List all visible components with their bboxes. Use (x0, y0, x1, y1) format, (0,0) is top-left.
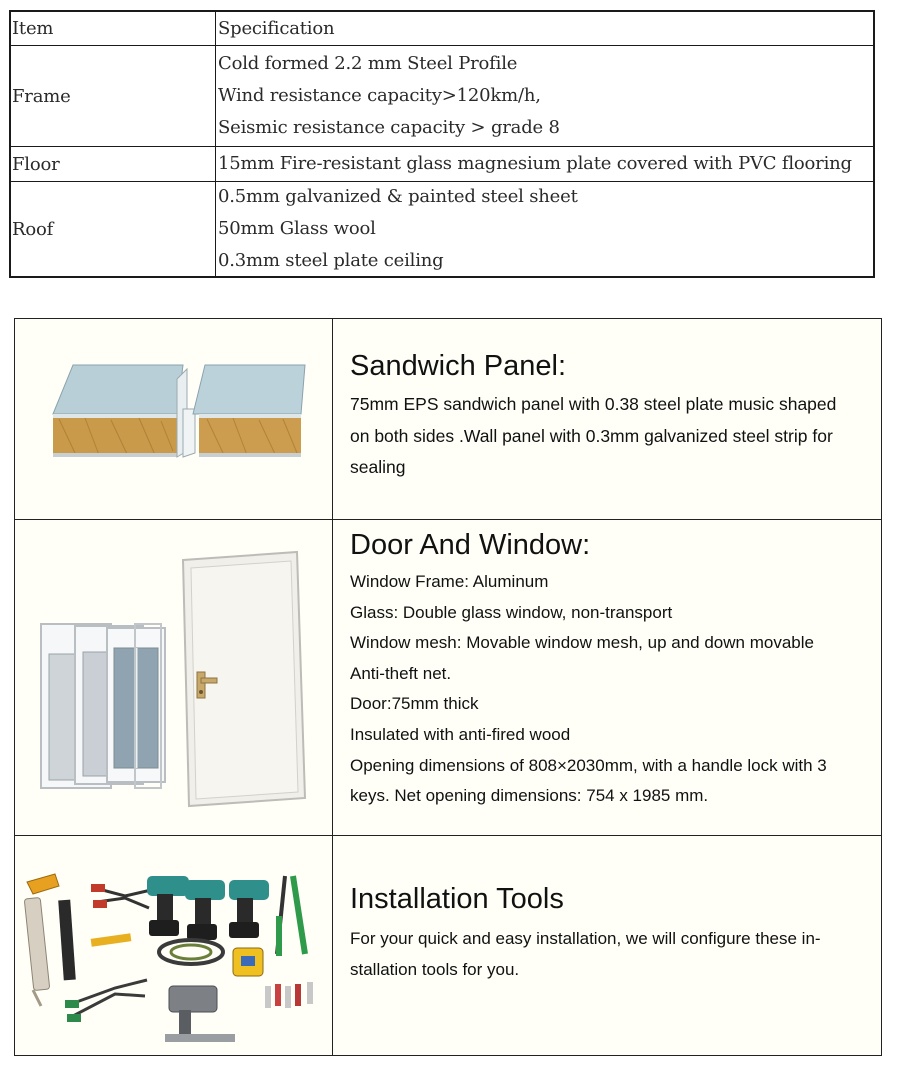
installation-tools-text-line: For your quick and easy installation, we will configure these in- (350, 929, 821, 948)
sandwich-panel-title: Sandwich Panel: (350, 350, 567, 382)
spec-row-roof (11, 181, 873, 276)
rivet-gun (277, 876, 305, 956)
installation-tools-title: Installation Tools (350, 883, 564, 915)
door-window-title: Door And Window: (350, 529, 591, 561)
header-item-label: Item (12, 18, 54, 39)
floor-label: Floor (12, 153, 60, 175)
spec-row-floor (11, 146, 873, 181)
door-window-text-line: Door:75mm thick (350, 694, 479, 714)
frame-spec-line: Seismic resistance capacity > grade 8 (218, 117, 560, 138)
frame-label: Frame (12, 85, 71, 107)
feature-row-sandwich-panel (15, 319, 881, 519)
roof-spec-line: 0.5mm galvanized & painted steel sheet (218, 186, 578, 207)
sandwich-panel-image (15, 319, 333, 519)
door-window-illustration (15, 520, 333, 836)
spec-row-frame (11, 45, 873, 146)
installation-tools-text-line: stallation tools for you. (350, 959, 520, 979)
features-table (14, 318, 882, 1056)
door-window-text-line: Insulated with anti-fired wood (350, 724, 571, 744)
door-window-image (15, 520, 333, 835)
caulking-gun (24, 874, 59, 1006)
spec-header-row (11, 12, 873, 45)
sandwich-panel-text-line: on both sides .Wall panel with 0.3mm galvanized steel strip for (350, 425, 833, 446)
installation-tools-illustration (15, 836, 333, 1056)
door-window-text-line: Opening dimensions of 808×2030mm, with a handle lock with 3 (350, 755, 827, 775)
sandwich-panel-illustration (15, 319, 333, 519)
spec-table (9, 10, 875, 278)
roof-label: Roof (12, 218, 54, 240)
feature-row-door-window (15, 519, 881, 835)
door-window-text-line: Window Frame: Aluminum (350, 572, 549, 591)
installation-tools-image (15, 836, 333, 1055)
snips (71, 980, 147, 1016)
roof-spec-line: 50mm Glass wool (218, 218, 376, 239)
frame-spec-line: Wind resistance capacity>120km/h, (218, 85, 541, 106)
roof-spec-line: 0.3mm steel plate ceiling (218, 250, 444, 271)
door-window-text-line: Window mesh: Movable window mesh, up and down movable (350, 633, 814, 653)
door (183, 552, 305, 806)
sandwich-panel-text-line: sealing (350, 457, 406, 477)
cordless-drills (147, 876, 269, 940)
feature-row-installation-tools (15, 835, 881, 1055)
door-window-text-line: Anti-theft net. (350, 663, 452, 683)
nail-gun (165, 986, 235, 1042)
floor-spec-line: 15mm Fire-resistant glass magnesium plate covered with PVC flooring (218, 153, 852, 174)
door-window-text-line: Glass: Double glass window, non-transport (350, 602, 673, 622)
sandwich-panel-text-line: 75mm EPS sandwich panel with 0.38 steel plate music shaped (350, 394, 837, 414)
frame-spec-line: Cold formed 2.2 mm Steel Profile (218, 53, 518, 74)
header-spec-label: Specification (218, 17, 335, 39)
window-frames (41, 624, 165, 788)
door-window-text-line: keys. Net opening dimensions: 754 x 1985 mm. (350, 786, 709, 806)
